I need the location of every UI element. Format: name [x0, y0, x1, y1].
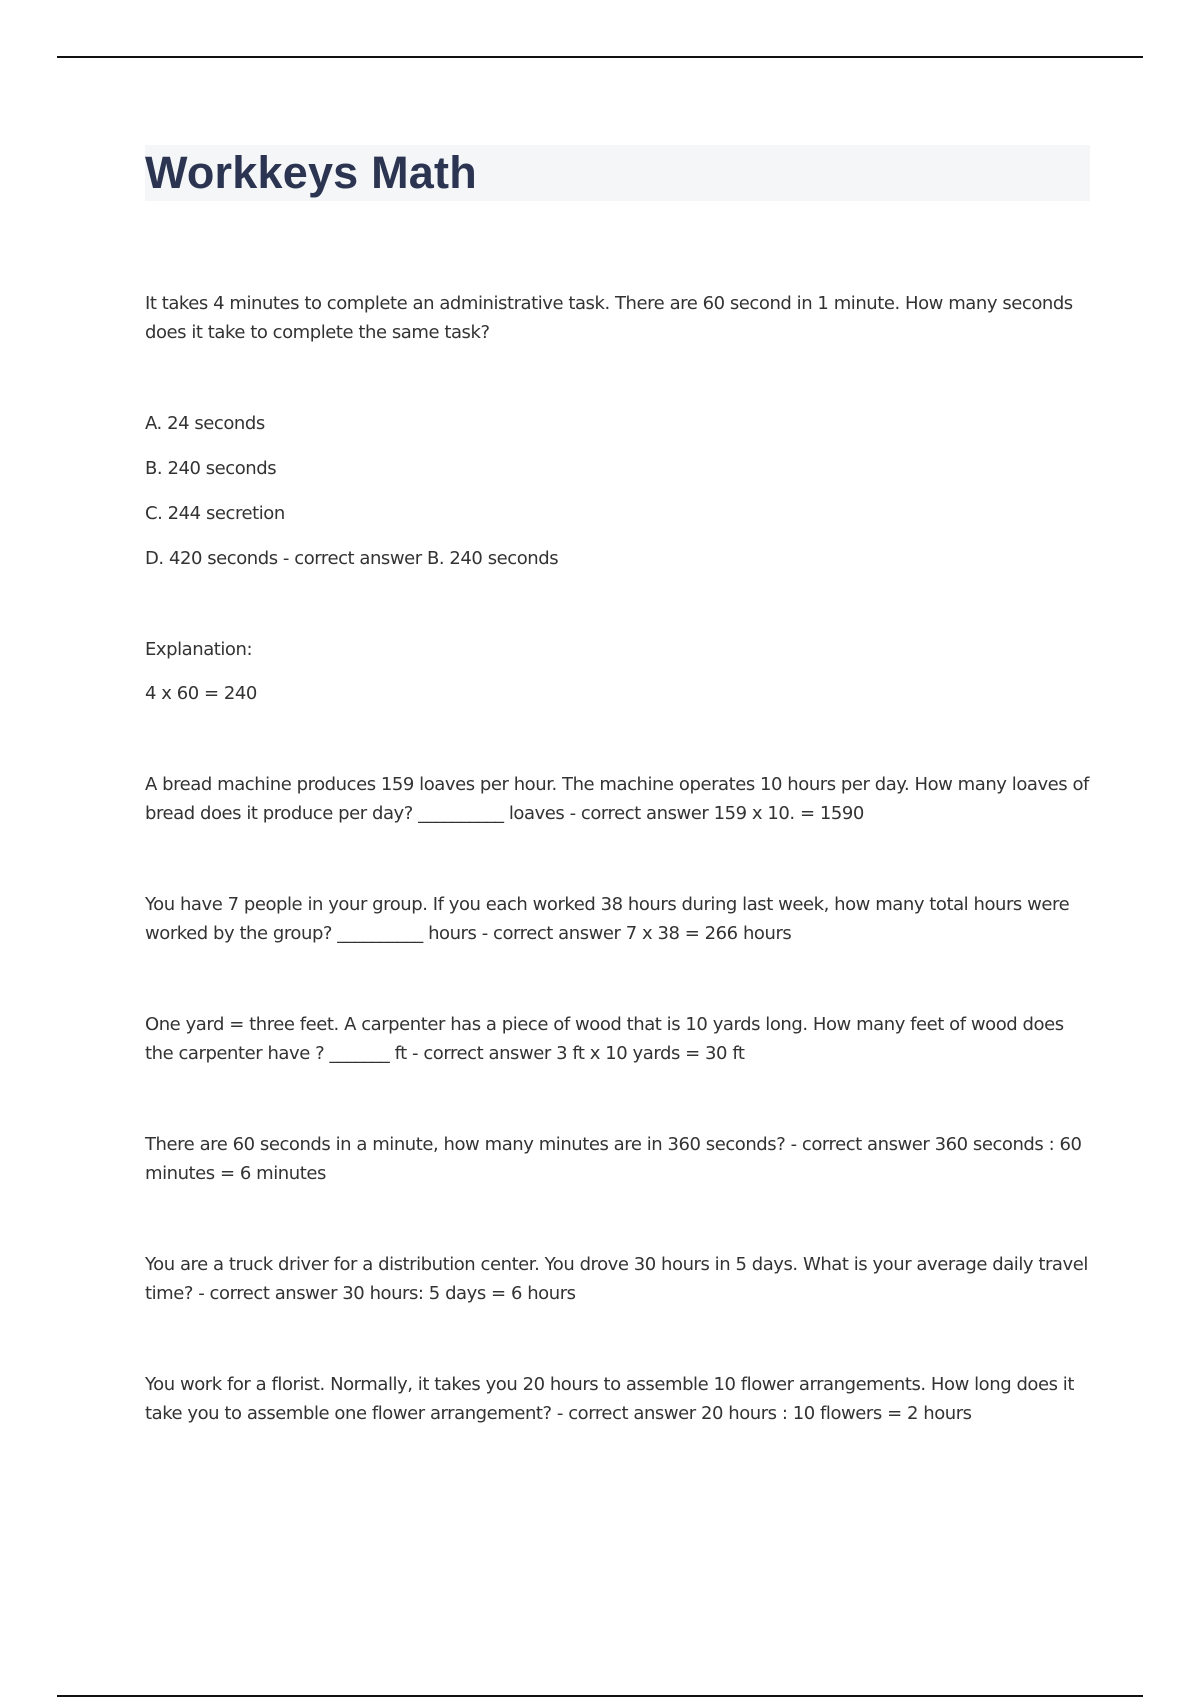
question-answer-item: You have 7 people in your group. If you each worked 38 hours during last week, how many total hours were worked by the group? __________ hours - correct answer 7 x 38 = 266 hours: [145, 894, 1070, 944]
answer-option-d: D. 420 seconds - correct answer B. 240 seconds: [145, 548, 559, 569]
question-answer-item: You work for a florist. Normally, it takes you 20 hours to assemble 10 flower arrangements. How long does it take you to assemble one flower arrangement? - correct answer 20 hours : 10 flowers = 2 hours: [145, 1374, 1074, 1424]
question-text: It takes 4 minutes to complete an administrative task. There are 60 second in 1 minute. How many seconds does it take to complete the same task?: [145, 293, 1073, 343]
answer-option-c: C. 244 secretion: [145, 503, 285, 524]
top-divider: [57, 56, 1143, 58]
page-title: Workkeys Math: [145, 147, 477, 198]
explanation-label: Explanation:: [145, 639, 253, 660]
question-answer-item: One yard = three feet. A carpenter has a piece of wood that is 10 yards long. How many feet of wood does the carpenter have ? _______ ft - correct answer 3 ft x 10 yards = 30 ft: [145, 1014, 1064, 1064]
question-answer-item: You are a truck driver for a distribution center. You drove 30 hours in 5 days. What is your average daily travel time? - correct answer 30 hours: 5 days = 6 hours: [145, 1254, 1088, 1304]
answer-option-a: A. 24 seconds: [145, 413, 265, 434]
explanation-text: 4 x 60 = 240: [145, 683, 257, 704]
title-banner: [145, 145, 1090, 201]
bottom-divider: [57, 1695, 1143, 1697]
answer-option-b: B. 240 seconds: [145, 458, 277, 479]
question-answer-item: There are 60 seconds in a minute, how many minutes are in 360 seconds? - correct answer 360 seconds : 60 minutes = 6 minutes: [145, 1134, 1082, 1184]
document-body: [145, 145, 1090, 1490]
question-answer-item: A bread machine produces 159 loaves per hour. The machine operates 10 hours per day. How many loaves of bread does it produce per day? __________ loaves - correct answer 159 x 10. = 1590: [145, 774, 1089, 824]
